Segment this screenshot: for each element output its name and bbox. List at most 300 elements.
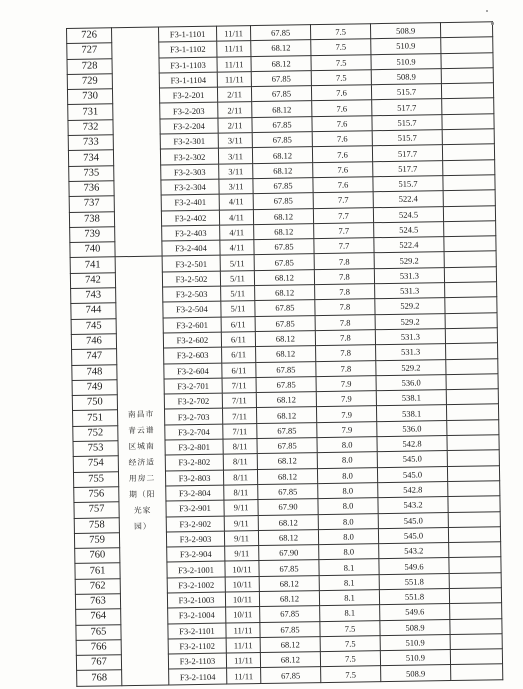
price-cell: 7.5 — [311, 54, 371, 70]
empty-cell — [443, 175, 495, 191]
floor-cell: 8/11 — [224, 484, 258, 500]
scan-speck — [486, 10, 488, 12]
price-cell: 7.9 — [316, 391, 376, 407]
row-number-cell: 768 — [77, 670, 122, 686]
empty-cell — [448, 496, 500, 512]
row-number-cell: 764 — [76, 609, 121, 625]
floor-cell: 8/11 — [223, 454, 257, 470]
total-cell: 531.3 — [374, 267, 444, 283]
empty-cell — [442, 144, 494, 160]
housing-unit-table — [66, 21, 503, 686]
row-number-cell: 726 — [67, 28, 112, 44]
total-cell: 529.2 — [375, 298, 445, 314]
total-cell: 510.9 — [371, 53, 441, 69]
empty-cell — [448, 481, 500, 497]
unit-code-cell: F3-2-1003 — [167, 592, 225, 608]
area-cell: 67.85 — [256, 376, 316, 392]
total-cell: 536.0 — [377, 420, 447, 436]
row-number-cell: 766 — [76, 640, 121, 656]
price-cell: 7.8 — [315, 330, 375, 346]
row-number-cell: 745 — [71, 318, 116, 334]
floor-cell: 4/11 — [220, 224, 254, 240]
area-cell: 68.12 — [255, 285, 315, 301]
price-cell: 7.6 — [312, 146, 372, 162]
area-cell: 68.12 — [256, 346, 316, 362]
area-cell: 67.85 — [253, 178, 313, 194]
empty-cell — [446, 358, 498, 374]
price-cell: 8.1 — [319, 574, 379, 590]
empty-cell — [440, 22, 492, 38]
price-cell: 7.5 — [320, 620, 380, 636]
total-cell: 508.9 — [371, 69, 441, 85]
unit-code-cell: F3-2-301 — [160, 133, 218, 149]
total-cell: 538.1 — [376, 405, 446, 421]
floor-cell: 11/11 — [217, 41, 251, 57]
row-number-cell: 760 — [75, 548, 120, 564]
area-cell: 68.12 — [254, 269, 314, 285]
total-cell: 543.2 — [378, 497, 448, 513]
empty-cell — [448, 527, 500, 543]
total-cell: 542.8 — [378, 481, 448, 497]
total-cell: 510.9 — [371, 38, 441, 54]
empty-cell — [447, 419, 499, 435]
area-cell: 67.85 — [250, 25, 310, 41]
empty-cell — [443, 190, 495, 206]
price-cell: 7.7 — [313, 192, 373, 208]
price-cell: 7.7 — [314, 238, 374, 254]
empty-cell — [441, 83, 493, 99]
floor-cell: 6/11 — [221, 332, 255, 348]
scan-speck — [491, 22, 494, 25]
row-number-cell: 747 — [72, 349, 117, 365]
total-cell: 545.0 — [377, 466, 447, 482]
price-cell: 7.6 — [311, 85, 371, 101]
unit-code-cell: F3-2-901 — [166, 500, 224, 516]
row-number-cell: 731 — [68, 104, 113, 120]
total-cell: 531.3 — [375, 329, 445, 345]
total-cell: 517.7 — [372, 145, 442, 161]
floor-cell: 4/11 — [220, 240, 254, 256]
unit-code-cell: F3-2-204 — [160, 118, 218, 134]
floor-cell: 10/11 — [225, 576, 259, 592]
total-cell: 508.9 — [381, 665, 451, 681]
area-cell: 67.85 — [259, 560, 319, 576]
area-cell: 67.85 — [252, 132, 312, 148]
empty-cell — [449, 557, 501, 573]
price-cell: 8.0 — [318, 498, 378, 514]
price-cell: 7.7 — [314, 223, 374, 239]
area-cell: 68.12 — [260, 636, 320, 652]
unit-code-cell: F3-2-802 — [165, 454, 223, 470]
area-cell: 67.85 — [252, 116, 312, 132]
total-cell: 524.5 — [373, 206, 443, 222]
unit-code-cell: F3-2-1101 — [168, 623, 226, 639]
empty-cell — [442, 114, 494, 130]
area-cell: 67.85 — [258, 484, 318, 500]
total-cell: 515.7 — [373, 176, 443, 192]
empty-cell — [443, 205, 495, 221]
row-number-cell: 742 — [70, 273, 115, 289]
floor-cell: 11/11 — [217, 56, 251, 72]
unit-code-cell: F3-2-704 — [165, 424, 223, 440]
unit-code-cell: F3-2-1103 — [168, 653, 226, 669]
area-cell: 68.12 — [251, 55, 311, 71]
unit-code-cell: F3-2-904 — [167, 546, 225, 562]
row-number-cell: 732 — [68, 120, 113, 136]
row-number-cell: 750 — [72, 395, 117, 411]
price-cell: 7.7 — [313, 207, 373, 223]
floor-cell: 5/11 — [220, 255, 254, 271]
total-cell: 515.7 — [372, 114, 442, 130]
floor-cell: 3/11 — [219, 163, 253, 179]
area-cell: 67.85 — [257, 438, 317, 454]
floor-cell: 7/11 — [222, 393, 256, 409]
unit-code-cell: F3-2-504 — [163, 301, 221, 317]
total-cell: 545.0 — [377, 451, 447, 467]
area-cell: 68.12 — [256, 392, 316, 408]
empty-cell — [444, 221, 496, 237]
row-number-cell: 736 — [69, 181, 114, 197]
row-number-cell: 758 — [74, 517, 119, 533]
price-cell: 7.8 — [315, 284, 375, 300]
price-cell: 7.6 — [312, 100, 372, 116]
floor-cell: 11/11 — [217, 71, 251, 87]
empty-cell — [446, 374, 498, 390]
row-number-cell: 744 — [71, 303, 116, 319]
area-cell: 68.12 — [255, 331, 315, 347]
row-number-cell: 738 — [69, 211, 114, 227]
area-cell: 67.85 — [254, 254, 314, 270]
price-cell: 7.8 — [316, 360, 376, 376]
row-number-cell: 759 — [74, 533, 119, 549]
area-cell: 67.90 — [259, 545, 319, 561]
floor-cell: 3/11 — [219, 179, 253, 195]
unit-code-cell: F3-1-1102 — [159, 41, 217, 57]
row-number-cell: 749 — [72, 380, 117, 396]
price-cell: 7.5 — [320, 651, 380, 667]
floor-cell: 9/11 — [224, 515, 258, 531]
row-number-cell: 754 — [73, 456, 118, 472]
row-number-cell: 728 — [67, 58, 112, 74]
empty-cell — [444, 251, 496, 267]
area-cell: 68.12 — [257, 468, 317, 484]
total-cell: 522.4 — [374, 237, 444, 253]
row-number-cell: 737 — [69, 196, 114, 212]
floor-cell: 6/11 — [221, 316, 255, 332]
row-number-cell: 762 — [75, 578, 120, 594]
area-cell: 68.12 — [251, 40, 311, 56]
unit-code-cell: F3-2-401 — [161, 194, 219, 210]
price-cell: 7.5 — [320, 636, 380, 652]
row-number-cell: 753 — [73, 441, 118, 457]
total-cell: 531.3 — [376, 344, 446, 360]
row-number-cell: 740 — [70, 242, 115, 258]
area-cell: 68.12 — [259, 591, 319, 607]
unit-code-cell: F3-2-203 — [160, 103, 218, 119]
row-number-cell: 757 — [74, 502, 119, 518]
price-cell: 7.9 — [316, 406, 376, 422]
total-cell: 522.4 — [373, 191, 443, 207]
total-cell: 551.8 — [379, 573, 449, 589]
empty-cell — [447, 465, 499, 481]
area-cell: 68.12 — [257, 453, 317, 469]
floor-cell: 11/11 — [216, 26, 250, 42]
area-cell: 67.85 — [251, 71, 311, 87]
unit-code-cell: F3-2-201 — [159, 87, 217, 103]
unit-code-cell: F3-2-1104 — [169, 669, 227, 685]
area-cell: 67.85 — [255, 300, 315, 316]
price-cell: 7.5 — [310, 24, 370, 40]
unit-code-cell: F3-2-602 — [163, 332, 221, 348]
total-cell: 508.9 — [380, 619, 450, 635]
floor-cell: 11/11 — [226, 653, 260, 669]
empty-cell — [450, 634, 502, 650]
unit-code-cell: F3-2-702 — [164, 393, 222, 409]
unit-code-cell: F3-1-1103 — [159, 57, 217, 73]
row-number-cell: 729 — [67, 74, 112, 90]
empty-cell — [449, 588, 501, 604]
price-cell: 7.5 — [311, 39, 371, 55]
total-cell: 536.0 — [376, 374, 446, 390]
total-cell: 543.2 — [379, 543, 449, 559]
price-cell: 7.8 — [314, 268, 374, 284]
empty-cell — [445, 297, 497, 313]
total-cell: 529.2 — [374, 252, 444, 268]
row-number-cell: 730 — [67, 89, 112, 105]
area-cell: 68.12 — [259, 575, 319, 591]
area-cell: 68.12 — [252, 101, 312, 117]
unit-code-cell: F3-2-403 — [162, 225, 220, 241]
price-cell: 7.5 — [321, 666, 381, 682]
row-number-cell: 735 — [69, 165, 114, 181]
empty-cell — [447, 435, 499, 451]
total-cell: 551.8 — [379, 589, 449, 605]
empty-cell — [450, 603, 502, 619]
floor-cell: 4/11 — [219, 194, 253, 210]
unit-code-cell: F3-2-804 — [166, 485, 224, 501]
area-cell: 68.12 — [256, 407, 316, 423]
unit-code-cell: F3-1-1104 — [159, 72, 217, 88]
total-cell: 515.7 — [371, 84, 441, 100]
total-cell: 510.9 — [380, 634, 450, 650]
floor-cell: 9/11 — [224, 530, 258, 546]
price-cell: 7.8 — [315, 299, 375, 315]
total-cell: 545.0 — [378, 512, 448, 528]
floor-cell: 11/11 — [226, 622, 260, 638]
area-cell: 67.85 — [254, 239, 314, 255]
empty-cell — [441, 37, 493, 53]
floor-cell: 3/11 — [218, 133, 252, 149]
row-number-cell: 755 — [73, 471, 118, 487]
price-cell: 7.6 — [313, 177, 373, 193]
price-cell: 8.0 — [318, 513, 378, 529]
unit-code-cell: F3-2-603 — [164, 347, 222, 363]
area-cell: 67.90 — [258, 499, 318, 515]
row-number-cell: 765 — [76, 624, 121, 640]
price-cell: 8.0 — [318, 483, 378, 499]
price-cell: 8.0 — [319, 544, 379, 560]
unit-code-cell: F3-2-304 — [161, 179, 219, 195]
empty-cell — [450, 618, 502, 634]
floor-cell: 2/11 — [218, 102, 252, 118]
area-cell: 67.85 — [255, 315, 315, 331]
total-cell: 510.9 — [380, 650, 450, 666]
row-number-cell: 751 — [73, 410, 118, 426]
empty-cell — [444, 236, 496, 252]
total-cell: 538.1 — [376, 390, 446, 406]
area-cell: 67.85 — [261, 667, 321, 683]
area-cell: 67.85 — [253, 193, 313, 209]
floor-cell: 2/11 — [218, 117, 252, 133]
empty-cell — [447, 450, 499, 466]
unit-code-cell: F3-2-303 — [161, 164, 219, 180]
row-number-cell: 734 — [68, 150, 113, 166]
row-number-cell: 733 — [68, 135, 113, 151]
empty-cell — [445, 312, 497, 328]
area-cell: 67.85 — [260, 606, 320, 622]
empty-cell — [449, 572, 501, 588]
empty-cell — [451, 664, 503, 680]
area-cell: 68.12 — [253, 162, 313, 178]
total-cell: 545.0 — [378, 527, 448, 543]
unit-code-cell: F3-2-404 — [162, 240, 220, 256]
floor-cell: 9/11 — [224, 500, 258, 516]
floor-cell: 8/11 — [223, 439, 257, 455]
area-cell: 67.85 — [251, 86, 311, 102]
row-number-cell: 756 — [74, 487, 119, 503]
unit-code-cell: F3-2-402 — [161, 210, 219, 226]
unit-code-cell: F3-2-701 — [164, 378, 222, 394]
floor-cell: 6/11 — [222, 362, 256, 378]
row-number-cell: 727 — [67, 43, 112, 59]
empty-cell — [445, 328, 497, 344]
total-cell: 531.3 — [375, 283, 445, 299]
price-cell: 7.8 — [316, 345, 376, 361]
empty-cell — [446, 343, 498, 359]
unit-code-cell: F3-2-903 — [166, 531, 224, 547]
price-cell: 8.0 — [317, 437, 377, 453]
empty-cell — [446, 389, 498, 405]
floor-cell: 5/11 — [220, 270, 254, 286]
price-cell: 7.9 — [316, 376, 376, 392]
price-cell: 8.0 — [318, 528, 378, 544]
floor-cell: 3/11 — [218, 148, 252, 164]
empty-cell — [442, 129, 494, 145]
floor-cell: 9/11 — [225, 546, 259, 562]
empty-cell — [443, 159, 495, 175]
floor-cell: 4/11 — [219, 209, 253, 225]
row-number-cell: 752 — [73, 425, 118, 441]
unit-code-cell: F3-2-1002 — [167, 577, 225, 593]
table-body — [67, 22, 503, 686]
area-cell: 68.12 — [260, 652, 320, 668]
total-cell: 515.7 — [372, 130, 442, 146]
price-cell: 8.0 — [317, 467, 377, 483]
scanned-page — [66, 21, 502, 684]
area-cell: 68.12 — [254, 223, 314, 239]
unit-code-cell: F3-2-1004 — [168, 607, 226, 623]
price-cell: 8.1 — [320, 605, 380, 621]
total-cell: 524.5 — [374, 221, 444, 237]
floor-cell: 11/11 — [227, 668, 261, 684]
row-number-cell: 741 — [70, 257, 115, 273]
total-cell: 542.8 — [377, 436, 447, 452]
row-number-cell: 761 — [75, 563, 120, 579]
price-cell: 8.1 — [319, 559, 379, 575]
empty-cell — [444, 267, 496, 283]
area-cell: 68.12 — [258, 529, 318, 545]
project-name-cell: 南昌市青云谱区城南经济适用房二期（阳光家园） — [115, 256, 169, 685]
total-cell: 549.6 — [380, 604, 450, 620]
empty-cell — [445, 282, 497, 298]
total-cell: 517.7 — [373, 160, 443, 176]
unit-code-cell: F3-2-803 — [165, 470, 223, 486]
row-number-cell: 763 — [75, 594, 120, 610]
floor-cell: 7/11 — [222, 377, 256, 393]
row-number-cell: 746 — [71, 334, 116, 350]
price-cell: 7.6 — [312, 115, 372, 131]
row-number-cell: 743 — [71, 288, 116, 304]
empty-cell — [446, 404, 498, 420]
project-name-cell — [112, 27, 163, 257]
floor-cell: 11/11 — [226, 637, 260, 653]
floor-cell: 5/11 — [221, 301, 255, 317]
area-cell: 67.85 — [260, 621, 320, 637]
empty-cell — [450, 649, 502, 665]
total-cell: 517.7 — [372, 99, 442, 115]
area-cell: 67.85 — [256, 361, 316, 377]
floor-cell: 2/11 — [217, 87, 251, 103]
floor-cell: 5/11 — [221, 286, 255, 302]
area-cell: 68.12 — [252, 147, 312, 163]
empty-cell — [441, 52, 493, 68]
unit-code-cell: F3-2-601 — [163, 317, 221, 333]
total-cell: 549.6 — [379, 558, 449, 574]
floor-cell: 6/11 — [222, 347, 256, 363]
unit-code-cell: F3-2-801 — [165, 439, 223, 455]
unit-code-cell: F3-2-1001 — [167, 561, 225, 577]
total-cell: 529.2 — [376, 359, 446, 375]
price-cell: 7.6 — [312, 131, 372, 147]
floor-cell: 7/11 — [223, 423, 257, 439]
row-number-cell: 739 — [70, 227, 115, 243]
price-cell: 7.8 — [315, 314, 375, 330]
floor-cell: 10/11 — [225, 561, 259, 577]
area-cell: 68.12 — [253, 208, 313, 224]
unit-code-cell: F3-2-902 — [166, 516, 224, 532]
unit-code-cell: F3-1-1101 — [158, 26, 216, 42]
empty-cell — [449, 542, 501, 558]
unit-code-cell: F3-2-503 — [163, 286, 221, 302]
area-cell: 68.12 — [258, 514, 318, 530]
floor-cell: 10/11 — [225, 592, 259, 608]
row-number-cell: 748 — [72, 364, 117, 380]
price-cell: 8.1 — [319, 590, 379, 606]
unit-code-cell: F3-2-302 — [160, 148, 218, 164]
price-cell: 7.8 — [314, 253, 374, 269]
unit-code-cell: F3-2-604 — [164, 363, 222, 379]
floor-cell: 10/11 — [226, 607, 260, 623]
empty-cell — [448, 511, 500, 527]
total-cell: 508.9 — [370, 23, 440, 39]
empty-cell — [441, 68, 493, 84]
price-cell: 7.5 — [311, 70, 371, 86]
unit-code-cell: F3-2-502 — [162, 271, 220, 287]
unit-code-cell: F3-2-1102 — [168, 638, 226, 654]
price-cell: 7.9 — [317, 421, 377, 437]
row-number-cell: 767 — [76, 655, 121, 671]
unit-code-cell: F3-2-501 — [162, 256, 220, 272]
